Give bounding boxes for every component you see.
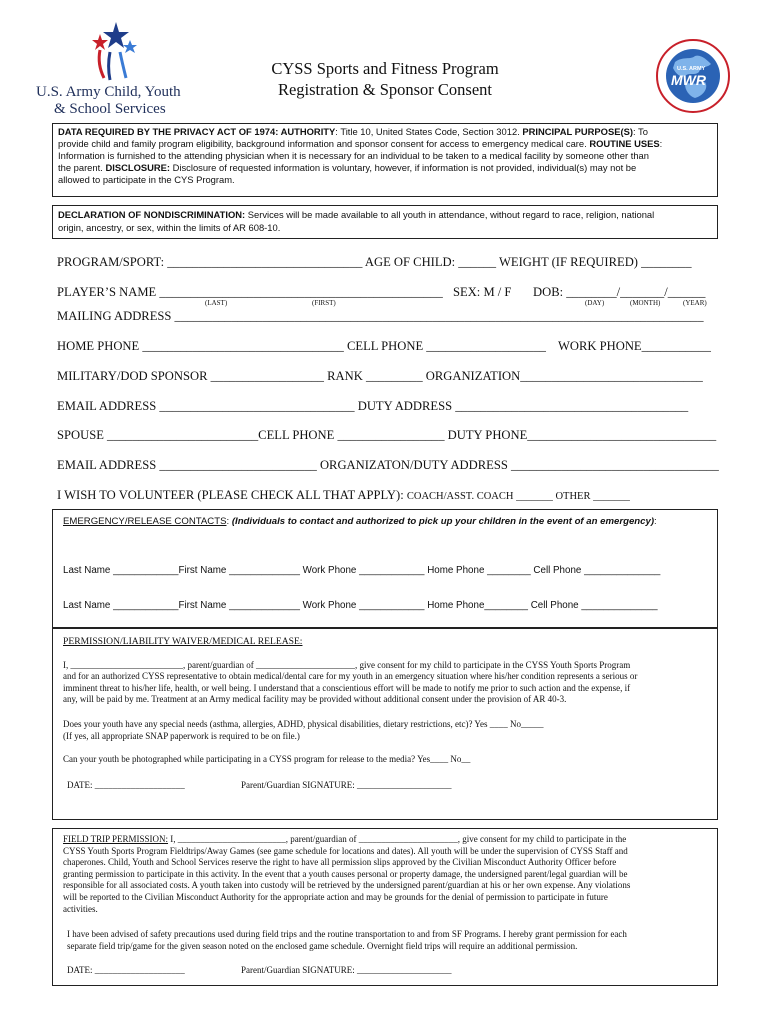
privacy-line4: the parent. DISCLOSURE: Disclosure of requested information is voluntary, however, if information is not provided, individual(s) may not be [58, 162, 637, 173]
spouse-row[interactable]: SPOUSE ________________________CELL PHONE _________________ DUTY PHONE______________________________ [57, 428, 717, 442]
volunteer-label: I WISH TO VOLUNTEER (PLEASE CHECK ALL THAT APPLY): [57, 488, 404, 502]
last-label: (LAST) [205, 299, 228, 307]
nondiscrimination-line1: DECLARATION OF NONDISCRIMINATION: Services will be made available to all youth in attendance, without regard to race, religion, national [58, 209, 655, 220]
month-label: (MONTH) [630, 299, 661, 307]
dob-field[interactable]: DOB: ________/_______/______ [533, 285, 706, 299]
title-line2: Registration & Sponsor Consent [277, 80, 493, 99]
org-name-line1: U.S. Army Child, Youth [36, 84, 181, 100]
logo-usarmy: U.S. ARMY [677, 66, 706, 72]
emergency-contact-row-1[interactable]: Last Name ____________First Name _____________ Work Phone ____________ Home Phone ________ Cell Phone ______________ [63, 565, 661, 576]
sponsor-row[interactable]: MILITARY/DOD SPONSOR __________________ RANK _________ ORGANIZATION_____________________________ [57, 369, 703, 383]
nondiscrimination-line2: origin, ancestry, or sex, within the limits of AR 608-10. [58, 221, 281, 233]
fieldtrip-title: FIELD TRIP PERMISSION: [63, 834, 169, 844]
emergency-title: EMERGENCY/RELEASE CONTACTS [63, 516, 227, 527]
fieldtrip-para[interactable]: FIELD TRIP PERMISSION: I, ________________________, parent/guardian of ______________________, give consent for my child to participate in the CYSS Youth Sports Program Fieldtrips/Away Games (see game schedule for locations and dates). All youth will be under the supervision of CYSS Staff and chaperones. Child, Youth and School Services reserve the right to have all permission slips approved by the Civilian Misconduct Authority Officer before granting permission to participate in this activity. In the event that a youth causes personal or property damage, the undersigned parent/legal guardian will be responsible for all associated costs. A youth taken into custody will be retrieved by the undersigned parent/guardian at his or her own expense. Any violations will be reported to the Civilian Misconduct Authority for the appropriate action and may be grounds for the denial of permission to participate in future activities. [63, 834, 631, 914]
sex-field[interactable]: SEX: M / F [453, 285, 512, 299]
privacy-line2: provide child and family program eligibility, background information and sponsor consent for access to emergency medical care. ROUTINE USES: [58, 138, 663, 149]
first-label: (FIRST) [312, 299, 336, 307]
privacy-line1: DATA REQUIRED BY THE PRIVACY ACT OF 1974: AUTHORITY: Title 10, United States Code, Section 3012. PRINCIPAL PURPOSE(S): To [58, 126, 648, 137]
work-phone-field[interactable]: WORK PHONE___________ [558, 339, 711, 353]
cyss-logo [36, 20, 186, 120]
special-needs-question[interactable]: Does your youth have any special needs (asthma, allergies, ADHD, physical disabilities, dietary restrictions, etc)? Yes ____ No_____ (If yes, all appropriate SNAP paperwork is required to be on file.) [63, 719, 544, 741]
email-duty-row[interactable]: EMAIL ADDRESS _______________________________ DUTY ADDRESS _____________________________________ [57, 399, 689, 413]
permission-title: PERMISSION/LIABILITY WAIVER/MEDICAL RELEASE: [63, 636, 303, 647]
logo-mwr: MWR [671, 72, 706, 88]
mailing-address-field[interactable]: MAILING ADDRESS ____________________________________________________________________________________ [57, 309, 704, 323]
page-title [260, 58, 510, 100]
nondiscrimination-box [52, 205, 718, 239]
emergency-contact-row-2[interactable]: Last Name ____________First Name _____________ Work Phone ____________ Home Phone________ Cell Phone ______________ [63, 600, 658, 611]
home-cell-phone-row[interactable]: HOME PHONE ________________________________ CELL PHONE ___________________ [57, 339, 546, 353]
permission-para[interactable]: I, _________________________, parent/guardian of ______________________, give consent for my child to participate in the CYSS Youth Sports Program and for an authorized CYSS representative to obtain medical/dental care for my youth in an emergency situation where his/her condition represents a serious or imminent threat to his/her life, health, or well being. I understand that a conscientious effort will be made to notify me prior to such action and the expense, if any, will be paid by me. Treatment at an Army medical facility may be provided without additional consent under the provision of AR 40-3. [63, 660, 638, 705]
fieldtrip-box [52, 828, 718, 986]
permission-date-field[interactable]: DATE: ____________________ [67, 780, 185, 790]
fieldtrip-date-field[interactable]: DATE: ____________________ [67, 965, 185, 975]
org-name-line2: & School Services [54, 101, 166, 117]
privacy-line5: allowed to participate in the CYS Program. [58, 174, 235, 185]
emergency-contacts-box [52, 509, 718, 628]
volunteer-options[interactable]: COACH/ASST. COACH _______ OTHER _______ [406, 491, 630, 502]
privacy-act-box [52, 123, 718, 197]
emergency-desc: (Individuals to contact and authorized to pick up your children in the event of an emergency) [231, 516, 655, 527]
year-label: (YEAR) [683, 299, 707, 307]
player-name-field[interactable]: PLAYER’S NAME _____________________________________________ [57, 285, 443, 299]
day-label: (DAY) [585, 299, 605, 307]
privacy-line3: Information is furnished to the attending physician when it is necessary for an individual to be taken to a medical facility by someone other than [58, 150, 649, 161]
permission-box [52, 628, 718, 820]
stars-logo-icon [86, 20, 146, 82]
fieldtrip-signature-field[interactable]: Parent/Guardian SIGNATURE: _____________________ [241, 965, 452, 975]
safety-para: I have been advised of safety precautions used during field trips and the routine transportation to and from SF Programs. I hereby grant permission for each separate field trip/game for the given season noted on the enclosed game schedule. Overnight field trips will require an additional permission. [67, 929, 627, 951]
program-sport-row[interactable]: PROGRAM/SPORT: _______________________________ AGE OF CHILD: ______ WEIGHT (IF REQUIRED) ________ [57, 255, 692, 269]
volunteer-row[interactable] [57, 488, 630, 503]
title-line1: CYSS Sports and Fitness Program [271, 59, 499, 78]
photo-question[interactable]: Can your youth be photographed while participating in a CYSS program for release to the media? Yes____ No__ [63, 754, 471, 764]
permission-signature-field[interactable]: Parent/Guardian SIGNATURE: _____________________ [241, 780, 452, 790]
spouse-email-row[interactable]: EMAIL ADDRESS _________________________ ORGANIZATON/DUTY ADDRESS _________________________________ [57, 458, 719, 472]
emergency-title-row: EMERGENCY/RELEASE CONTACTS: (Individuals to contact and authorized to pick up your children in the event of an emergency): [63, 516, 657, 527]
mwr-logo [655, 38, 731, 114]
